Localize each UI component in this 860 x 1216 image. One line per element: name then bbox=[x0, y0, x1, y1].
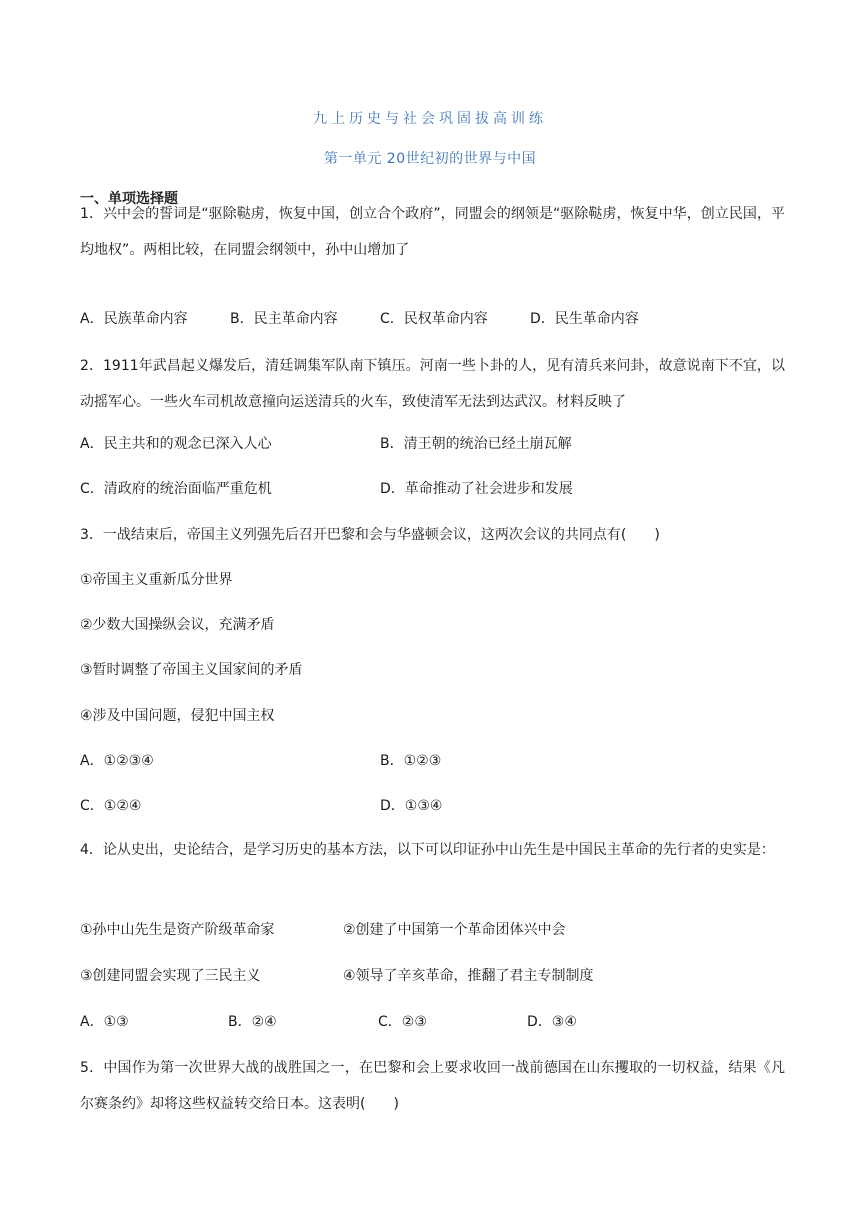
question-4-option-a[interactable]: A．①③ bbox=[80, 1014, 129, 1030]
question-3-item-3: ③暂时调整了帝国主义国家间的矛盾 bbox=[80, 662, 303, 678]
document-title: 九上历史与社会巩固拔高训练 bbox=[313, 111, 547, 127]
question-2-text: 2．1911年武昌起义爆发后，清廷调集军队南下镇压。河南一些卜卦的人，见有清兵来问卦，故意说南下不宜，以动摇军心。一些火车司机故意撞向运送清兵的火车，致使清军无法到达武汉。材料反映了 bbox=[80, 358, 785, 410]
question-3-option-b[interactable]: B．①②③ bbox=[380, 753, 442, 769]
question-4-text: 4．论从史出，史论结合，是学习历史的基本方法，以下可以印证孙中山先生是中国民主革命的先行者的史实是： bbox=[80, 842, 775, 858]
section-heading: 一、单项选择题 bbox=[80, 191, 178, 207]
question-3-item-2: ②少数大国操纵会议，充满矛盾 bbox=[80, 617, 275, 633]
question-3-option-d[interactable]: D．①③④ bbox=[380, 798, 443, 814]
question-2-option-c[interactable]: C．清政府的统治面临严重危机 bbox=[80, 481, 272, 497]
question-5-text: 5．中国作为第一次世界大战的战胜国之一，在巴黎和会上要求收回一战前德国在山东攫取的一切权益，结果《凡尔赛条约》却将这些权益转交给日本。这表明( ) bbox=[80, 1060, 785, 1112]
question-1-option-c[interactable]: C．民权革命内容 bbox=[380, 311, 488, 327]
question-3-text: 3．一战结束后，帝国主义列强先后召开巴黎和会与华盛顿会议，这两次会议的共同点有( ) bbox=[80, 527, 660, 543]
question-1-option-b[interactable]: B．民主革命内容 bbox=[230, 311, 338, 327]
question-3-option-c[interactable]: C．①②④ bbox=[80, 798, 142, 814]
question-3-option-a[interactable]: A．①②③④ bbox=[80, 753, 154, 769]
question-2-option-b[interactable]: B．清王朝的统治已经土崩瓦解 bbox=[380, 436, 572, 452]
question-3-item-4: ④涉及中国问题，侵犯中国主权 bbox=[80, 708, 275, 724]
question-1-option-d[interactable]: D．民生革命内容 bbox=[530, 311, 639, 327]
document-subtitle: 第一单元 20世纪初的世界与中国 bbox=[323, 151, 537, 167]
question-4-option-d[interactable]: D．③④ bbox=[527, 1014, 577, 1030]
question-4-item-2: ②创建了中国第一个革命团体兴中会 bbox=[343, 922, 566, 938]
question-3-item-1: ①帝国主义重新瓜分世界 bbox=[80, 572, 233, 588]
question-4-item-4: ④领导了辛亥革命，推翻了君主专制制度 bbox=[343, 968, 594, 984]
question-1-option-a[interactable]: A．民族革命内容 bbox=[80, 311, 188, 327]
question-4-option-b[interactable]: B．②④ bbox=[228, 1014, 277, 1030]
question-4-option-c[interactable]: C．②③ bbox=[378, 1014, 427, 1030]
question-2-option-a[interactable]: A．民主共和的观念已深入人心 bbox=[80, 436, 272, 452]
question-4-item-3: ③创建同盟会实现了三民主义 bbox=[80, 968, 261, 984]
question-1-text: 1．兴中会的誓词是“驱除鞑虏，恢复中国，创立合个政府”，同盟会的纲领是“驱除鞑虏，恢复中华，创立民国，平均地权”。两相比较，在同盟会纲领中，孙中山增加了 bbox=[80, 206, 785, 258]
question-2-option-d[interactable]: D．革命推动了社会进步和发展 bbox=[380, 481, 573, 497]
question-4-item-1: ①孙中山先生是资产阶级革命家 bbox=[80, 922, 275, 938]
